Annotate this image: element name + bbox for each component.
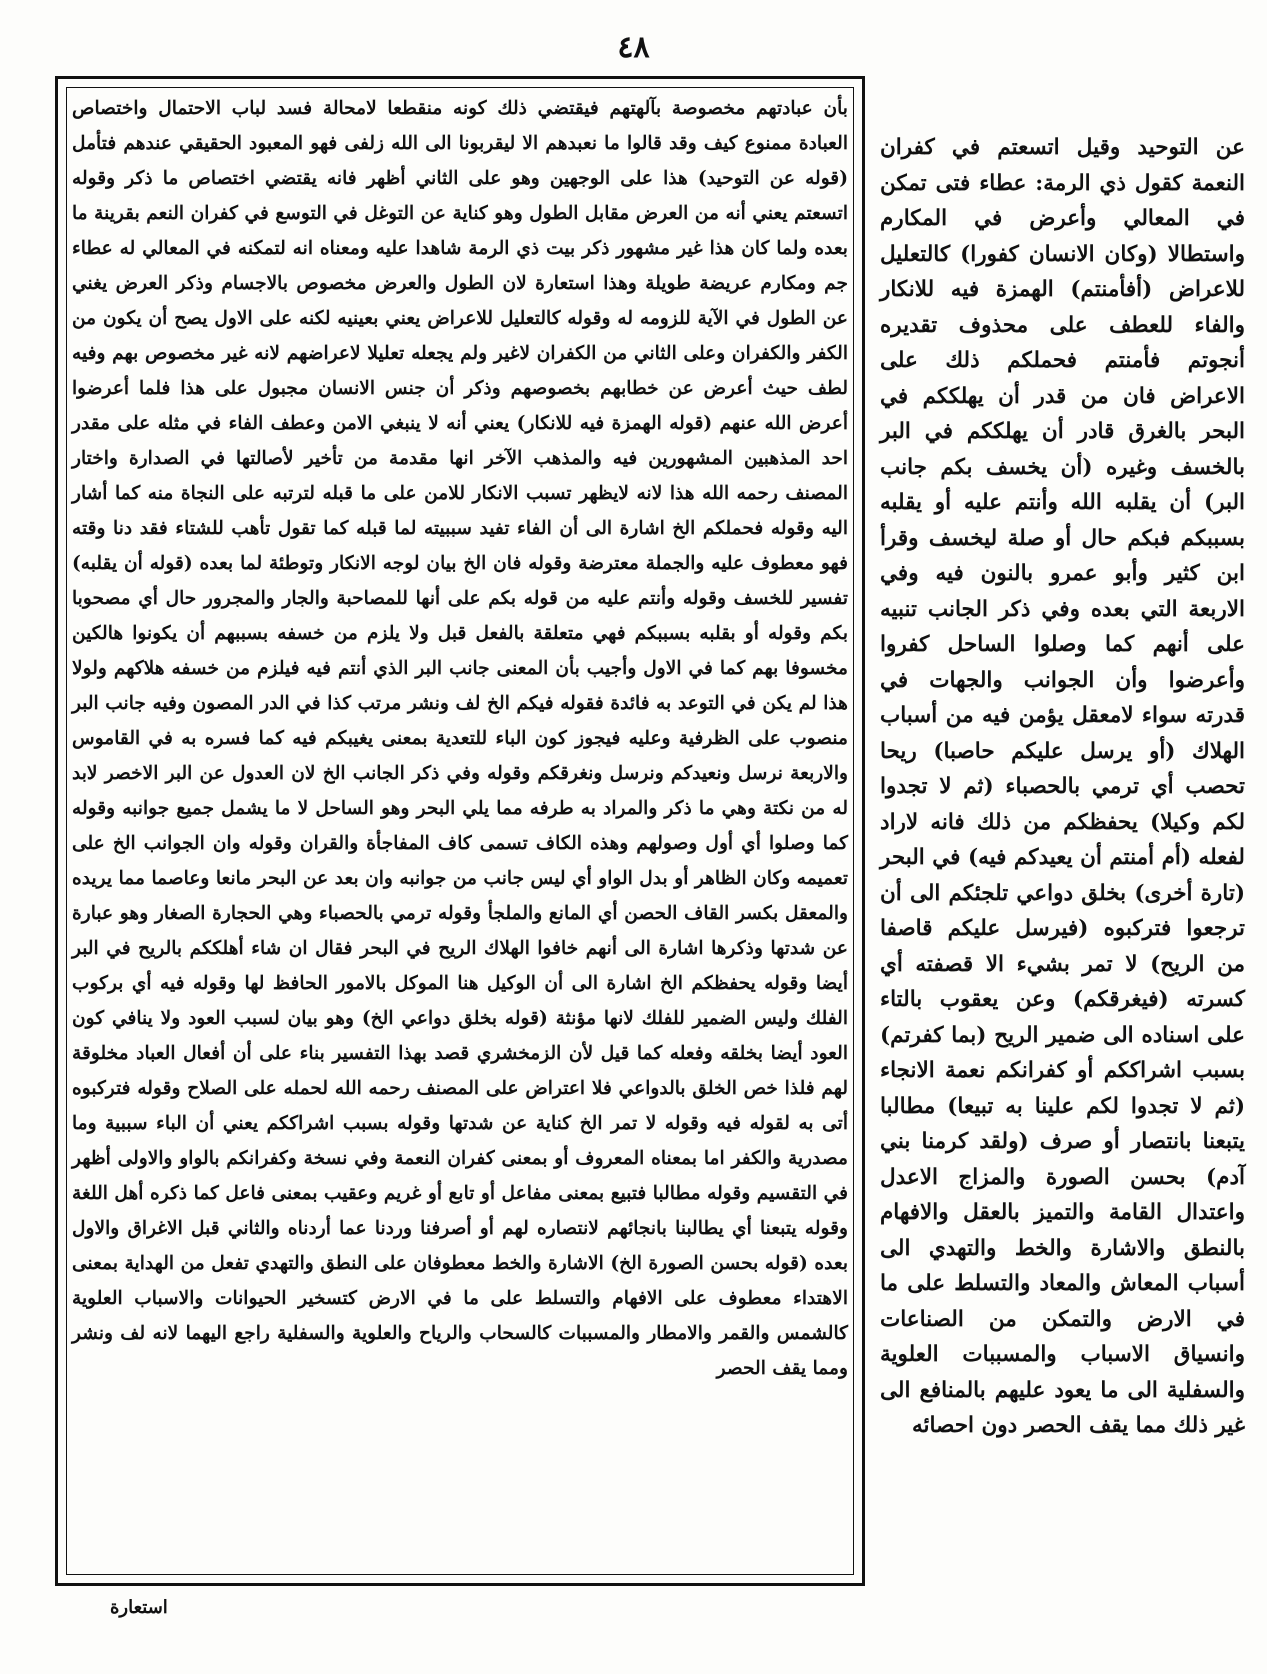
commentary-text: بأن عبادتهم مخصوصة بآلهتهم فيقتضي ذلك كونه منقطعا لامحالة فسد لباب الاحتمال واختصاص العبادة ممنوع كيف وقد قالوا ما نعبدهم الا ليقربونا الى الله زلفى فهو المعبود الحقيقي عندهم فتأمل (قوله عن التوحيد) هذا على الوجهين وهو على الثاني أظهر فانه يقتضي اختصاص ما ذكر وقوله اتسعتم يعني أنه من العرض مقابل الطول وهو كناية عن التوغل في التوسع في كفران النعم بقرينة ما بعده ولما كان هذا غير مشهور ذكر بيت ذي الرمة شاهدا عليه ومعناه انه لتمكنه في المعالي له عطاء جم ومكارم عريضة طويلة وهذا استعارة لان الطول والعرض مخصوص بالاجسام وذكر العرض يغني عن الطول في الآية للزومه له وقوله كالتعليل للاعراض يعني بعينيه لكنه على الاول يصح أن يكون من الكفر والكفران وعلى الثاني من الكفران لاغير ولم يجعله تعليلا لاعراضهم لانه غير مخصوص بهم وفيه لطف حيث أعرض عن خطابهم بخصوصهم وذكر أن جنس الانسان مجبول على هذا فلما أعرضوا أعرض الله عنهم (قوله الهمزة فيه للانكار) يعني أنه لا ينبغي الامن وعطف الفاء في مثله على مقدر احد المذهبين المشهورين فيه والمذهب الآخر انها مقدمة من تأخير لأصالتها في الصدارة واختار المصنف رحمه الله هذا لانه لايظهر تسبب الانكار للامن على ما قبله لترتبه على النجاة منه كما أشار اليه وقوله فحملكم الخ اشارة الى أن الفاء تفيد سببيته لما قبله كما تقول تأهب للشتاء فقد دنا وقته فهو معطوف عليه والجملة معترضة وقوله فان الخ بيان لوجه الانكار وتوطئة لما بعده (قوله أن يقلبه) تفسير للخسف وقوله وأنتم عليه من قوله بكم على أنها للمصاحبة والجار والمجرور حال أي مصحوبا بكم وقوله أو بقلبه بسببكم فهي متعلقة بالفعل قبل ولا يلزم من خسفه بسببهم أن يكونوا هالكين مخسوفا بهم كما في الاول وأجيب بأن المعنى جانب البر الذي أنتم فيه فيلزم من خسفه هلاكهم ولولا هذا لم يكن في التوعد به فائدة فقوله فيكم الخ لف ونشر مرتب كذا في الدر المصون وفيه جانب البر منصوب على الظرفية وعليه فيجوز كون الباء للتعدية بمعنى يغيبكم فيه كما فسره به في القاموس والاربعة نرسل ونعيدكم ونرسل ونغرقكم وقوله وفي ذكر الجانب الخ لان العدول عن البر الاخصر لابد له من نكتة وهي ما ذكر والمراد به طرفه مما يلي البحر وهو الساحل لا ما يشمل جميع جوانبه وقوله كما وصلوا أي أول وصولهم وهذه الكاف تسمى كاف المفاجأة والقران وقوله وان الجوانب الخ على تعميمه وكان الظاهر أو بدل الواو أي ليس جانب من جوانبه وان بعد عن البحر مانعا وعاصما مما يريده والمعقل بكسر القاف الحصن أي المانع والملجأ وقوله ترمي بالحصباء وهي الحجارة الصغار وهو عبارة عن شدتها وذكرها اشارة الى أنهم خافوا الهلاك الريح في البحر فقال ان شاء أهلككم بالريح في البر أيضا وقوله يحفظكم الخ اشارة الى أن الوكيل هنا الموكل بالامور الحافظ لها وقوله فيه أي بركوب الفلك وليس الضمير للفلك لانها مؤنثة (قوله بخلق دواعي الخ) وهو بيان لسبب العود ولا ينافي كون العود أيضا بخلقه وفعله كما قيل لأن الزمخشري قصد بهذا التفسير بناء على أن أفعال العباد مخلوقة لهم فلذا خص الخلق بالدواعي فلا اعتراض على المصنف رحمه الله لحمله على الصلاح وقوله فتركبوه أتى به لقوله فيه وقوله لا تمر الخ كناية عن شدتها وقوله بسبب اشراككم يعني أن الباء سببية وما مصدرية والكفر اما بمعناه المعروف أو بمعنى كفران النعمة وفي نسخة وكفرانكم بالواو والاولى أظهر في التقسيم وقوله مطالبا فتبيع بمعنى مفاعل أو تابع أو غريم وعقيب بمعنى فاعل كما ذكره أهل اللغة وقوله يتبعنا أي يطالبنا بانجائهم لانتصاره لهم أو أصرفنا وردنا عما أردناه والثاني قبل الاغراق والاول بعده (قوله بحسن الصورة الخ) الاشارة والخط معطوفان على النطق والتهدي تفعل من الهداية بمعنى الاهتداء معطوف على الافهام والتسلط على ما في الارض كتسخير الحيوانات والاسباب العلوية كالشمس والقمر والامطار والمسببات كالسحاب والرياح والعلوية والسفلية راجع اليهما لانه لف ونشر ومما يقف الحصر	[72, 98, 848, 1379]
commentary-frame	[55, 76, 865, 1586]
commentary-text-block	[72, 91, 848, 1571]
page-number: ٤٨	[617, 30, 650, 65]
main-text: عن التوحيد وقيل اتسعتم في كفران النعمة كقول ذي الرمة: عطاء فتى تمكن في المعالي وأعرض في المكارم واستطالا (وكان الانسان كفورا) كالتعليل للاعراض (أفأمنتم) الهمزة فيه للانكار والفاء للعطف على محذوف تقديره أنجوتم فأمنتم فحملكم ذلك على الاعراض فان من قدر أن يهلككم في البحر بالغرق قادر أن يهلككم في البر بالخسف وغيره (أن يخسف بكم جانب البر) أن يقلبه الله وأنتم عليه أو يقلبه بسببكم فبكم حال أو صلة ليخسف وقرأ ابن كثير وأبو عمرو بالنون فيه وفي الاربعة التي بعده وفي ذكر الجانب تنبيه على أنهم كما وصلوا الساحل كفروا وأعرضوا وأن الجوانب والجهات في قدرته سواء لامعقل يؤمن فيه من أسباب الهلاك (أو يرسل عليكم حاصبا) ريحا تحصب أي ترمي بالحصباء (ثم لا تجدوا لكم وكيلا) يحفظكم من ذلك فانه لاراد لفعله (أم أمنتم أن يعيدكم فيه) في البحر (تارة أخرى) بخلق دواعي تلجئكم الى أن ترجعوا فتركبوه (فيرسل عليكم قاصفا من الريح) لا تمر بشيء الا قصفته أي كسرته (فيغرقكم) وعن يعقوب بالتاء على اسناده الى ضمير الريح (بما كفرتم) بسبب اشراككم أو كفرانكم نعمة الانجاء (ثم لا تجدوا لكم علينا به تبيعا) مطالبا يتبعنا بانتصار أو صرف (ولقد كرمنا بني آدم) بحسن الصورة والمزاج الاعدل واعتدال القامة والتميز بالعقل والافهام بالنطق والاشارة والخط والتهدي الى أسباب المعاش والمعاد والتسلط على ما في الارض والتمكن من الصناعات وانسياق الاسباب والمسببات العلوية والسفلية الى ما يعود عليهم بالمنافع الى غير ذلك مما يقف الحصر دون احصائه	[880, 135, 1245, 1438]
main-text-column	[880, 130, 1245, 1438]
catchword: استعارة	[110, 1597, 168, 1618]
